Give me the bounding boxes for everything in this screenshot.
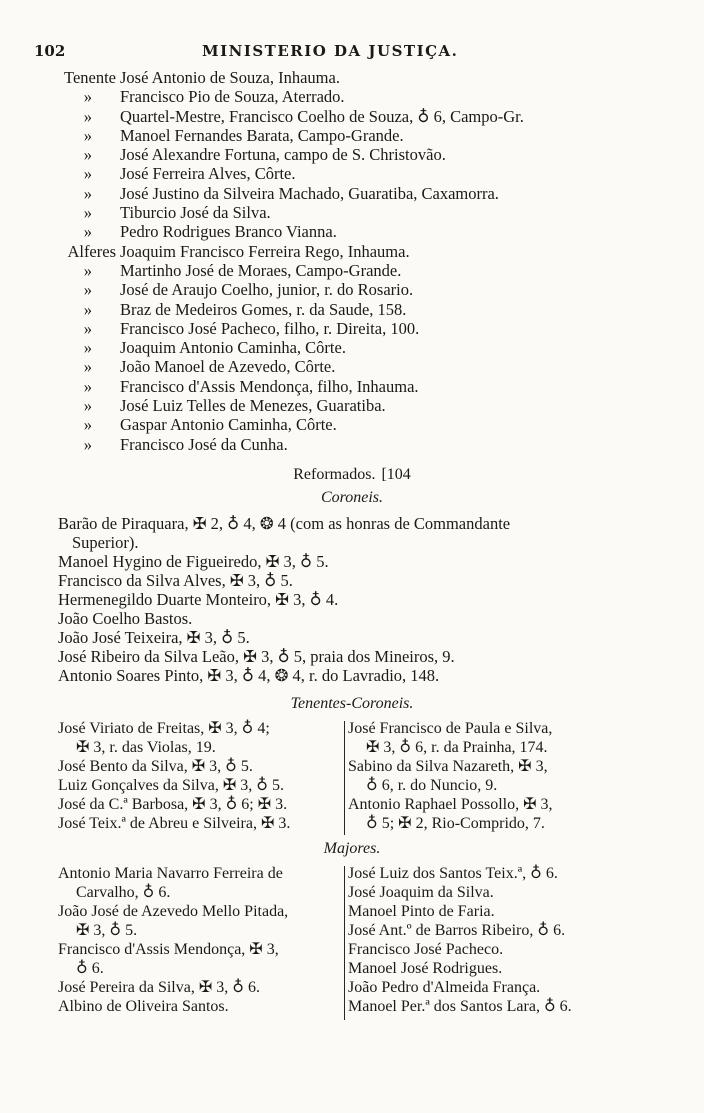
officer-entry: ✠ 3, ♁ 5. xyxy=(76,922,138,939)
officer-entry: Martinho José de Moraes, Campo-Grande. xyxy=(120,260,402,280)
officer-entry: Francisco d'Assis Mendonça, ✠ 3, xyxy=(58,941,279,958)
coronel-entry: José Ribeiro da Silva Leão, ✠ 3, ♁ 5, praia dos Mineiros, 9. xyxy=(58,647,455,666)
rank-label: » xyxy=(83,299,92,319)
officer-entry: Manoel José Rodrigues. xyxy=(348,960,503,977)
officer-entry: Manoel Per.ª dos Santos Lara, ♁ 6. xyxy=(348,998,572,1015)
officer-entry: Pedro Rodrigues Branco Vianna. xyxy=(120,222,337,242)
column-divider xyxy=(344,721,345,835)
reformados-number: [104 xyxy=(381,466,411,483)
section-caption-coroneis: Coroneis. xyxy=(320,489,384,506)
officer-entry: ♁ 5; ✠ 2, Rio-Comprido, 7. xyxy=(366,815,545,832)
officer-entry: José Antonio de Souza, Inhauma. xyxy=(120,68,340,87)
officer-entry: Antonio Raphael Possollo, ✠ 3, xyxy=(348,796,553,813)
officer-entry: José da C.ª Barbosa, ✠ 3, ♁ 6; ✠ 3. xyxy=(58,796,288,813)
officer-entry: José Alexandre Fortuna, campo de S. Christovão. xyxy=(120,145,446,165)
officer-entry: Francisco José Pacheco. xyxy=(348,941,504,958)
officer-entry: José de Araujo Coelho, junior, r. do Rosario. xyxy=(120,280,414,300)
officer-entry: José Teix.ª de Abreu e Silveira, ✠ 3. xyxy=(58,815,291,832)
rank-label: » xyxy=(83,434,92,454)
section-caption-majores: Majores. xyxy=(323,840,381,857)
officer-entry: ✠ 3, ♁ 6, r. da Prainha, 174. xyxy=(366,739,548,756)
coroneis-list xyxy=(58,514,638,685)
officer-row xyxy=(48,435,678,454)
rank-label: » xyxy=(83,125,92,145)
officer-entry: José Justino da Silveira Machado, Guaratiba, Caxamorra. xyxy=(120,183,499,203)
rank-label: » xyxy=(83,203,92,223)
running-title: MINISTERIO DA JUSTIÇA. xyxy=(202,42,459,60)
officer-entry: Braz de Medeiros Gomes, r. da Saude, 158. xyxy=(120,299,407,319)
officer-row xyxy=(48,261,678,280)
majores-columns xyxy=(58,864,628,1020)
officer-entry: João Pedro d'Almeida França. xyxy=(348,979,541,996)
officer-entry: Sabino da Silva Nazareth, ✠ 3, xyxy=(348,758,548,775)
officer-entry: José Luiz dos Santos Teix.ª, ♁ 6. xyxy=(348,865,558,882)
majores-left-column xyxy=(58,864,343,1016)
rank-label: Tenente xyxy=(64,68,116,87)
officer-entry: ♁ 6. xyxy=(76,960,104,977)
officer-entry: João José de Azevedo Mello Pitada, xyxy=(58,903,289,920)
officer-row xyxy=(48,222,678,241)
officer-entry: Francisco José Pacheco, filho, r. Direita, 100. xyxy=(120,318,420,338)
officer-row xyxy=(48,203,678,222)
officer-entry: Quartel-Mestre, Francisco Coelho de Souza, ♁ 6, Campo-Gr. xyxy=(120,106,524,126)
officer-row xyxy=(48,145,678,164)
rank-label: » xyxy=(83,338,92,358)
officer-entry: Manoel Fernandes Barata, Campo-Grande. xyxy=(120,125,404,145)
officer-row xyxy=(48,164,678,183)
officer-entry: José Viriato de Freitas, ✠ 3, ♁ 4; xyxy=(58,720,270,737)
officer-row xyxy=(48,319,678,338)
officer-entry: Francisco d'Assis Mendonça, filho, Inhauma. xyxy=(120,376,419,396)
officer-entry: José Pereira da Silva, ✠ 3, ♁ 6. xyxy=(58,979,260,996)
officer-row xyxy=(48,338,678,357)
officer-entry: Antonio Maria Navarro Ferreira de xyxy=(58,865,283,882)
officer-entry: Joaquim Francisco Ferreira Rego, Inhauma. xyxy=(120,241,410,261)
rank-label: » xyxy=(83,145,92,165)
officer-entry: José Luiz Telles de Menezes, Guaratiba. xyxy=(120,396,386,416)
section-caption-tenentes-coroneis: Tenentes-Coroneis. xyxy=(290,695,414,712)
coronel-entry: Francisco da Silva Alves, ✠ 3, ♁ 5. xyxy=(58,571,293,590)
rank-label: » xyxy=(83,376,92,396)
officer-entry: José Francisco de Paula e Silva, xyxy=(348,720,553,737)
page-header xyxy=(34,42,674,64)
officer-row xyxy=(48,68,678,87)
officer-entry: José Ant.º de Barros Ribeiro, ♁ 6. xyxy=(348,922,566,939)
rank-label: » xyxy=(83,260,92,280)
officer-entry: José Joaquim da Silva. xyxy=(348,884,494,901)
officer-entry: Tiburcio José da Silva. xyxy=(120,203,271,223)
tenentes-coroneis-left-column xyxy=(58,719,343,833)
rank-label: » xyxy=(83,357,92,377)
rank-label: » xyxy=(83,183,92,203)
page-number: 102 xyxy=(34,42,66,60)
rank-label: » xyxy=(83,280,92,300)
rank-label: » xyxy=(83,396,92,416)
officer-row xyxy=(48,126,678,145)
tenentes-coroneis-columns xyxy=(58,719,628,837)
officer-row xyxy=(48,415,678,434)
coronel-entry: João José Teixeira, ✠ 3, ♁ 5. xyxy=(58,628,250,647)
rank-label: » xyxy=(83,164,92,184)
coronel-entry: João Coelho Bastos. xyxy=(58,609,193,628)
officer-entry: José Bento da Silva, ✠ 3, ♁ 5. xyxy=(58,758,253,775)
officer-entry: ♁ 6, r. do Nuncio, 9. xyxy=(366,777,498,794)
officer-entry: Luiz Gonçalves da Silva, ✠ 3, ♁ 5. xyxy=(58,777,284,794)
rank-label: Alferes xyxy=(67,241,116,261)
coronel-entry: Manoel Hygino de Figueiredo, ✠ 3, ♁ 5. xyxy=(58,552,329,571)
officer-list xyxy=(48,68,678,454)
officer-entry: Francisco Pio de Souza, Aterrado. xyxy=(120,87,345,107)
officer-entry: Gaspar Antonio Caminha, Côrte. xyxy=(120,415,337,435)
column-divider xyxy=(344,866,345,1020)
officer-row xyxy=(48,242,678,261)
rank-label: » xyxy=(83,87,92,107)
officer-entry: Manoel Pinto de Faria. xyxy=(348,903,495,920)
officer-row xyxy=(48,357,678,376)
majores-right-column xyxy=(348,864,633,1016)
officer-row xyxy=(48,300,678,319)
tenentes-coroneis-right-column xyxy=(348,719,633,833)
officer-entry: Joaquim Antonio Caminha, Côrte. xyxy=(120,338,346,358)
reformados-title: Reformados. xyxy=(293,466,376,483)
officer-entry: João Manoel de Azevedo, Côrte. xyxy=(120,357,336,377)
rank-label: » xyxy=(83,415,92,435)
officer-row xyxy=(48,377,678,396)
rank-label: » xyxy=(83,106,92,126)
coronel-entry: Hermenegildo Duarte Monteiro, ✠ 3, ♁ 4. xyxy=(58,590,339,609)
officer-entry: José Ferreira Alves, Côrte. xyxy=(120,164,296,184)
officer-row xyxy=(48,184,678,203)
rank-label: » xyxy=(83,318,92,338)
officer-row xyxy=(48,396,678,415)
coronel-entry: Barão de Piraquara, ✠ 2, ♁ 4, ❂ 4 (com as honras de Commandante xyxy=(58,514,511,533)
officer-row xyxy=(48,87,678,106)
coronel-entry: Superior). xyxy=(72,533,139,552)
officer-entry: Albino de Oliveira Santos. xyxy=(58,998,229,1015)
officer-entry: Francisco José da Cunha. xyxy=(120,434,288,454)
rank-label: » xyxy=(83,222,92,242)
officer-entry: ✠ 3, r. das Violas, 19. xyxy=(76,739,216,756)
officer-entry: Carvalho, ♁ 6. xyxy=(76,884,171,901)
reformados-heading xyxy=(0,466,704,484)
officer-row xyxy=(48,107,678,126)
coronel-entry: Antonio Soares Pinto, ✠ 3, ♁ 4, ❂ 4, r. do Lavradio, 148. xyxy=(58,666,440,685)
officer-row xyxy=(48,280,678,299)
